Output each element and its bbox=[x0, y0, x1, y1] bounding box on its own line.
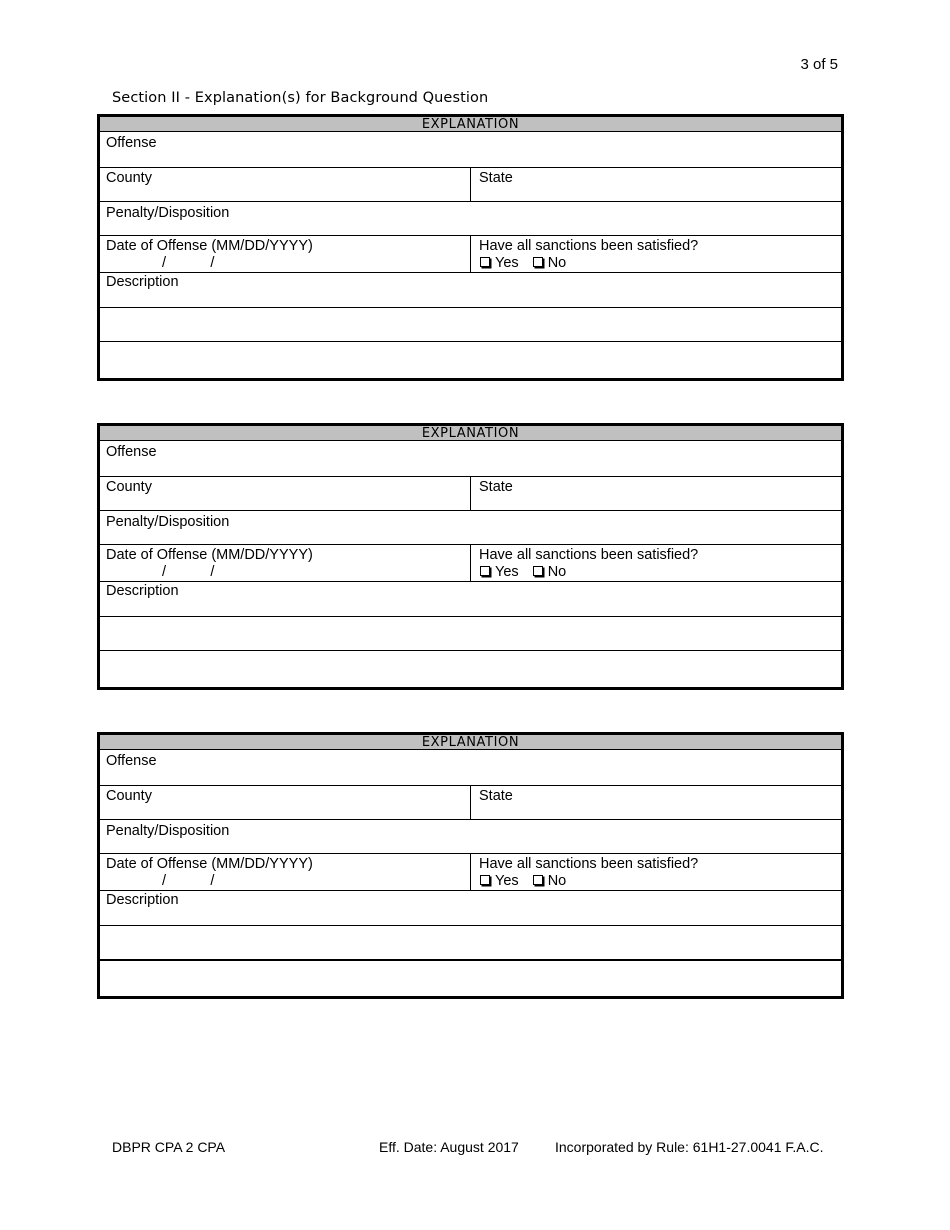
explanation-block-3 bbox=[97, 732, 844, 999]
penalty-label: Penalty/Disposition bbox=[106, 823, 230, 839]
offense-label: Offense bbox=[106, 135, 157, 151]
county-field[interactable] bbox=[100, 786, 471, 819]
county-label: County bbox=[106, 479, 152, 495]
sanctions-question: Have all sanctions been satisfied? bbox=[479, 547, 699, 563]
penalty-label: Penalty/Disposition bbox=[106, 514, 230, 530]
yes-label: Yes bbox=[495, 255, 519, 271]
offense-row[interactable] bbox=[100, 132, 841, 167]
date-of-offense-field[interactable] bbox=[100, 236, 471, 272]
no-label: No bbox=[547, 255, 567, 271]
state-label: State bbox=[479, 788, 513, 804]
date-slashes: / / bbox=[162, 564, 215, 580]
yes-checkbox[interactable] bbox=[480, 566, 490, 576]
footer-rule: Incorporated by Rule: 61H1-27.0041 F.A.C. bbox=[555, 1139, 824, 1155]
county-state-row bbox=[100, 476, 841, 510]
county-field[interactable] bbox=[100, 477, 471, 510]
county-state-row bbox=[100, 167, 841, 201]
penalty-row[interactable] bbox=[100, 819, 841, 853]
footer-eff-date: Eff. Date: August 2017 bbox=[379, 1139, 519, 1155]
offense-row[interactable] bbox=[100, 750, 841, 785]
county-state-row bbox=[100, 785, 841, 819]
sanctions-question: Have all sanctions been satisfied? bbox=[479, 238, 699, 254]
no-label: No bbox=[547, 564, 567, 580]
explanation-block-2 bbox=[97, 423, 844, 690]
no-label: No bbox=[547, 873, 567, 889]
county-field[interactable] bbox=[100, 168, 471, 201]
penalty-row[interactable] bbox=[100, 201, 841, 235]
sanctions-field bbox=[471, 236, 841, 272]
penalty-row[interactable] bbox=[100, 510, 841, 544]
yes-checkbox[interactable] bbox=[480, 257, 490, 267]
description-line[interactable] bbox=[100, 925, 841, 959]
description-line[interactable] bbox=[100, 650, 841, 687]
description-row[interactable] bbox=[100, 272, 841, 307]
explanation-header: EXPLANATION bbox=[100, 117, 841, 132]
no-checkbox[interactable] bbox=[533, 566, 543, 576]
date-slashes: / / bbox=[162, 255, 215, 271]
sanctions-question: Have all sanctions been satisfied? bbox=[479, 856, 699, 872]
state-field[interactable] bbox=[471, 786, 841, 819]
explanation-block-1 bbox=[97, 114, 844, 381]
county-label: County bbox=[106, 170, 152, 186]
date-sanctions-row bbox=[100, 235, 841, 272]
section-title: Section II - Explanation(s) for Background Question bbox=[112, 90, 489, 106]
date-label: Date of Offense (MM/DD/YYYY) bbox=[106, 238, 313, 254]
explanation-header: EXPLANATION bbox=[100, 426, 841, 441]
page-number: 3 of 5 bbox=[800, 56, 838, 73]
explanation-header: EXPLANATION bbox=[100, 735, 841, 750]
penalty-label: Penalty/Disposition bbox=[106, 205, 230, 221]
date-of-offense-field[interactable] bbox=[100, 545, 471, 581]
state-field[interactable] bbox=[471, 477, 841, 510]
sanctions-field bbox=[471, 545, 841, 581]
description-line[interactable] bbox=[100, 341, 841, 378]
description-row[interactable] bbox=[100, 581, 841, 616]
yes-checkbox[interactable] bbox=[480, 875, 490, 885]
yes-label: Yes bbox=[495, 564, 519, 580]
description-label: Description bbox=[106, 892, 179, 908]
state-field[interactable] bbox=[471, 168, 841, 201]
yes-label: Yes bbox=[495, 873, 519, 889]
description-label: Description bbox=[106, 583, 179, 599]
date-label: Date of Offense (MM/DD/YYYY) bbox=[106, 856, 313, 872]
offense-label: Offense bbox=[106, 753, 157, 769]
description-line[interactable] bbox=[100, 307, 841, 341]
state-label: State bbox=[479, 170, 513, 186]
description-line[interactable] bbox=[100, 959, 841, 996]
date-sanctions-row bbox=[100, 853, 841, 890]
state-label: State bbox=[479, 479, 513, 495]
date-sanctions-row bbox=[100, 544, 841, 581]
footer-form-id: DBPR CPA 2 CPA bbox=[112, 1139, 226, 1155]
date-of-offense-field[interactable] bbox=[100, 854, 471, 890]
offense-label: Offense bbox=[106, 444, 157, 460]
sanctions-field bbox=[471, 854, 841, 890]
description-row[interactable] bbox=[100, 890, 841, 925]
county-label: County bbox=[106, 788, 152, 804]
description-label: Description bbox=[106, 274, 179, 290]
date-slashes: / / bbox=[162, 873, 215, 889]
no-checkbox[interactable] bbox=[533, 257, 543, 267]
description-line[interactable] bbox=[100, 616, 841, 650]
offense-row[interactable] bbox=[100, 441, 841, 476]
date-label: Date of Offense (MM/DD/YYYY) bbox=[106, 547, 313, 563]
no-checkbox[interactable] bbox=[533, 875, 543, 885]
